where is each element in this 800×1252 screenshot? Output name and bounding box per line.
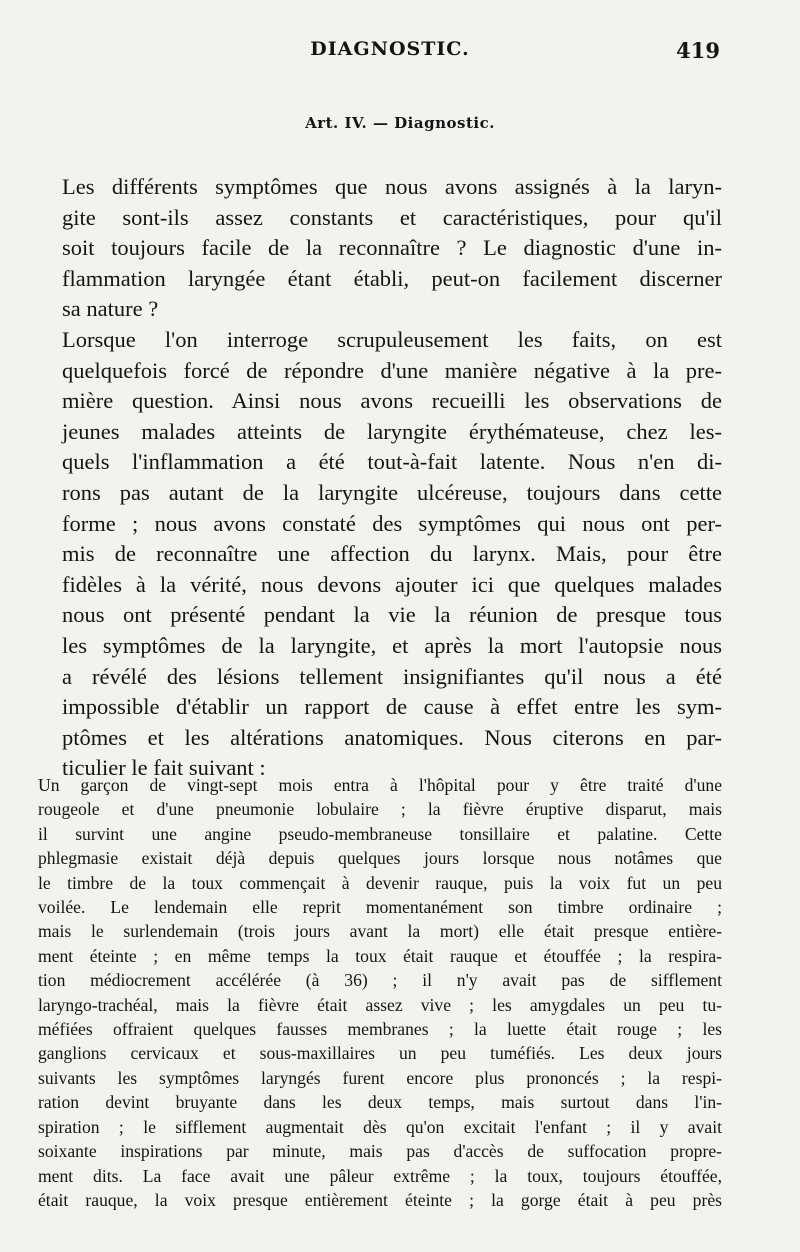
- text-line: rons pas autant de la laryngite ulcéreuse, toujours dans cette: [62, 479, 722, 505]
- case-line: ration devint bruyante dans les deux temps, mais surtout dans l'in-: [38, 1092, 722, 1113]
- text-line: ticulier le fait suivant :: [62, 755, 266, 781]
- running-head: DIAGNOSTIC.: [310, 38, 470, 60]
- case-line: ganglions cervicaux et sous-maxillaires un peu tuméfiés. Les deux jours: [38, 1043, 722, 1064]
- text-line: a révélé des lésions tellement insignifiantes qu'il nous a été: [62, 663, 722, 689]
- text-line: mière question. Ainsi nous avons recueilli les observations de: [62, 388, 722, 414]
- case-line: rougeole et d'une pneumonie lobulaire ; la fièvre éruptive disparut, mais: [38, 799, 722, 820]
- case-line: soixante inspirations par minute, mais pas d'accès de suffocation propre-: [38, 1141, 722, 1162]
- text-line: jeunes malades atteints de laryngite érythémateuse, chez les-: [62, 418, 722, 444]
- text-line: les symptômes de la laryngite, et après la mort l'autopsie nous: [62, 632, 722, 658]
- text-line: sa nature ?: [62, 296, 159, 322]
- case-line: ment dits. La face avait une pâleur extrême ; la toux, toujours étouffée,: [38, 1165, 722, 1186]
- case-line: le timbre de la toux commençait à devenir rauque, puis la voix fut un peu: [38, 872, 722, 893]
- section-title: Art. IV. — Diagnostic.: [305, 114, 495, 132]
- page-number: 419: [676, 38, 720, 63]
- case-line: voilée. Le lendemain elle reprit momentanément son timbre ordinaire ;: [38, 897, 722, 918]
- text-line: quels l'inflammation a été tout-à-fait latente. Nous n'en di-: [62, 449, 722, 475]
- case-line: méfiées offraient quelques fausses membranes ; la luette était rouge ; les: [38, 1019, 722, 1040]
- text-line: Lorsque l'on interroge scrupuleusement les faits, on est: [62, 326, 722, 352]
- text-line: Les différents symptômes que nous avons assignés à la laryn-: [62, 174, 722, 199]
- case-line: suivants les symptômes laryngés furent encore plus prononcés ; la respi-: [38, 1067, 722, 1088]
- text-line: impossible d'établir un rapport de cause à effet entre les sym-: [62, 694, 722, 720]
- paragraph-2: [62, 325, 722, 784]
- case-line: spiration ; le sifflement augmentait dès qu'on excitait l'enfant ; il y avait: [38, 1116, 722, 1137]
- text-line: quelquefois forcé de répondre d'une manière négative à la pre-: [62, 357, 722, 383]
- text-line: gite sont-ils assez constants et caractéristiques, pour qu'il: [62, 204, 722, 230]
- main-text: [62, 172, 722, 784]
- case-line: laryngo-trachéal, mais la fièvre était assez vive ; les amygdales un peu tu-: [38, 994, 722, 1015]
- text-line: fidèles à la vérité, nous devons ajouter ici que quelques malades: [62, 571, 722, 597]
- case-line: était rauque, la voix presque entièrement éteinte ; la gorge était à peu près: [38, 1189, 722, 1210]
- text-line: flammation laryngée étant établi, peut-on facilement discerner: [62, 265, 722, 291]
- case-line: Un garçon de vingt-sept mois entra à l'hôpital pour y être traité d'une: [38, 775, 722, 795]
- paragraph-1: [62, 172, 722, 325]
- text-line: forme ; nous avons constaté des symptômes qui nous ont per-: [62, 510, 722, 536]
- text-line: ptômes et les altérations anatomiques. Nous citerons en par-: [62, 724, 722, 750]
- case-line: tion médiocrement accélérée (à 36) ; il n'y avait pas de sifflement: [38, 970, 722, 991]
- case-line: il survint une angine pseudo-membraneuse tonsillaire et palatine. Cette: [38, 823, 722, 844]
- case-line: ment éteinte ; en même temps la toux était rauque et étouffée ; la respira-: [38, 945, 722, 966]
- case-line: phlegmasie existait déjà depuis quelques jours lorsque nous notâmes que: [38, 848, 722, 869]
- case-line: mais le surlendemain (trois jours avant la mort) elle était presque entière-: [38, 921, 722, 942]
- text-line: soit toujours facile de la reconnaître ? Le diagnostic d'une in-: [62, 235, 722, 261]
- text-line: mis de reconnaître une affection du larynx. Mais, pour être: [62, 541, 722, 567]
- text-line: nous ont présenté pendant la vie la réunion de presque tous: [62, 602, 722, 628]
- page-header: [60, 38, 720, 68]
- case-report: [38, 773, 722, 1212]
